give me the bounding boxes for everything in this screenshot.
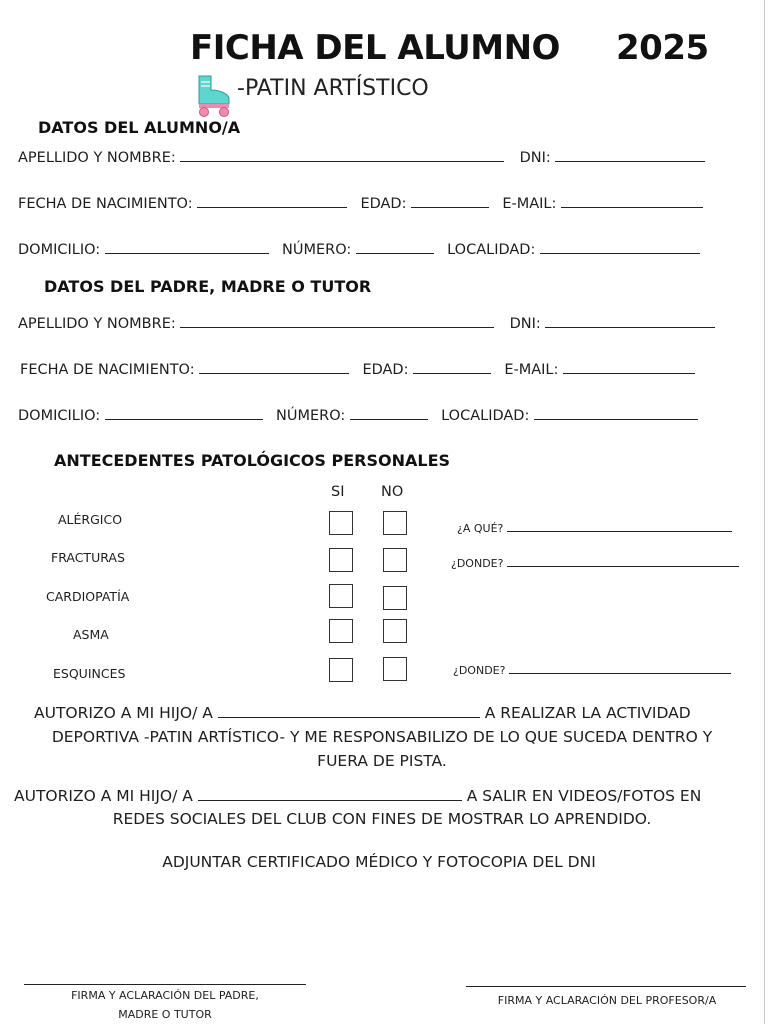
guardian-email-label: E-MAIL:	[504, 362, 559, 378]
allergic-detail-field[interactable]	[507, 518, 732, 532]
activity-child-name-field[interactable]	[218, 704, 480, 718]
guardian-address-field[interactable]	[105, 406, 263, 420]
fractures-detail-row	[451, 553, 739, 570]
parent-signature-label-1: FIRMA Y ACLARACIÓN DEL PADRE,	[71, 989, 259, 1002]
form-year: 2025	[616, 28, 709, 68]
sprains-no-checkbox[interactable]	[383, 657, 407, 681]
guardian-city-label: LOCALIDAD:	[441, 408, 530, 424]
student-city-field[interactable]	[540, 240, 700, 254]
student-dni-label: DNI:	[519, 150, 551, 166]
guardian-number-label: NÚMERO:	[276, 408, 346, 424]
media-authorization-start: AUTORIZO A MI HIJO/ A	[14, 787, 193, 805]
student-name-row	[18, 148, 705, 166]
student-number-label: NÚMERO:	[282, 242, 352, 258]
guardian-dni-field[interactable]	[545, 314, 715, 328]
guardian-birth-row	[20, 360, 695, 378]
activity-authorization-line2: DEPORTIVA -PATIN ARTÍSTICO- Y ME RESPONSABILIZO DE LO QUE SUCEDA DENTRO Y	[51, 728, 713, 746]
sprains-detail-row	[453, 660, 731, 677]
roller-skate-icon	[193, 72, 239, 118]
cardiopathy-yes-checkbox[interactable]	[329, 584, 353, 608]
guardian-age-label: EDAD:	[362, 362, 409, 378]
guardian-address-row	[18, 406, 698, 424]
activity-authorization-start: AUTORIZO A MI HIJO/ A	[34, 704, 213, 722]
asthma-no-checkbox[interactable]	[383, 619, 407, 643]
media-authorization-line2: REDES SOCIALES DEL CLUB CON FINES DE MOSTRAR LO APRENDIDO.	[112, 810, 652, 828]
no-column-header: NO	[381, 484, 404, 500]
allergic-yes-checkbox[interactable]	[329, 511, 353, 535]
allergic-no-checkbox[interactable]	[383, 511, 407, 535]
student-email-field[interactable]	[561, 194, 703, 208]
guardian-birth-field[interactable]	[199, 360, 349, 374]
guardian-dni-label: DNI:	[509, 316, 541, 332]
student-city-label: LOCALIDAD:	[447, 242, 536, 258]
student-age-label: EDAD:	[360, 196, 407, 212]
student-name-label: APELLIDO Y NOMBRE:	[18, 150, 176, 166]
form-subtitle: -PATIN ARTÍSTICO	[237, 76, 429, 101]
teacher-signature-label: FIRMA Y ACLARACIÓN DEL PROFESOR/A	[497, 994, 717, 1007]
student-address-field[interactable]	[105, 240, 269, 254]
sprains-detail-field[interactable]	[509, 660, 731, 674]
media-authorization-line1	[14, 787, 701, 805]
student-name-field[interactable]	[180, 148, 504, 162]
student-birth-label: FECHA DE NACIMIENTO:	[18, 196, 193, 212]
guardian-age-field[interactable]	[413, 360, 491, 374]
condition-label-sprains: ESQUINCES	[53, 666, 126, 681]
student-birth-field[interactable]	[197, 194, 347, 208]
activity-authorization-line1	[34, 704, 691, 722]
asthma-yes-checkbox[interactable]	[329, 619, 353, 643]
media-child-name-field[interactable]	[198, 787, 462, 801]
activity-authorization-line3: FUERA DE PISTA.	[317, 752, 447, 770]
student-address-row	[18, 240, 700, 258]
parent-signature-label-2: MADRE O TUTOR	[118, 1008, 212, 1021]
guardian-name-row	[18, 314, 715, 332]
guardian-city-field[interactable]	[534, 406, 698, 420]
condition-label-asthma: ASMA	[73, 627, 109, 642]
allergic-detail-row	[457, 518, 732, 535]
media-authorization-end: A SALIR EN VIDEOS/FOTOS EN	[466, 787, 702, 805]
condition-label-allergic: ALÉRGICO	[58, 512, 123, 527]
fractures-detail-label: ¿DONDE?	[451, 557, 504, 570]
yes-column-header: SI	[331, 484, 345, 500]
guardian-name-field[interactable]	[180, 314, 494, 328]
guardian-email-field[interactable]	[563, 360, 695, 374]
student-dni-field[interactable]	[555, 148, 705, 162]
student-section-heading: DATOS DEL ALUMNO/A	[38, 118, 241, 137]
form-title: FICHA DEL ALUMNO	[190, 28, 560, 68]
parent-signature-line[interactable]	[24, 984, 306, 985]
guardian-birth-label: FECHA DE NACIMIENTO:	[20, 362, 195, 378]
sprains-detail-label: ¿DONDE?	[453, 664, 506, 677]
fractures-yes-checkbox[interactable]	[329, 548, 353, 572]
condition-label-cardiopathy: CARDIOPATÍA	[46, 589, 130, 604]
cardiopathy-no-checkbox[interactable]	[383, 586, 407, 610]
teacher-signature-line[interactable]	[466, 986, 746, 987]
sprains-yes-checkbox[interactable]	[329, 658, 353, 682]
activity-authorization-end: A REALIZAR LA ACTIVIDAD	[484, 704, 691, 722]
medical-section-heading: ANTECEDENTES PATOLÓGICOS PERSONALES	[54, 451, 451, 470]
attachments-note: ADJUNTAR CERTIFICADO MÉDICO Y FOTOCOPIA DEL DNI	[162, 853, 596, 871]
student-address-label: DOMICILIO:	[18, 242, 101, 258]
guardian-name-label: APELLIDO Y NOMBRE:	[18, 316, 176, 332]
student-email-label: E-MAIL:	[502, 196, 557, 212]
student-birth-row	[18, 194, 703, 212]
student-number-field[interactable]	[356, 240, 434, 254]
student-age-field[interactable]	[411, 194, 489, 208]
allergic-detail-label: ¿A QUÉ?	[457, 522, 504, 535]
guardian-number-field[interactable]	[350, 406, 428, 420]
page-edge	[764, 0, 765, 1024]
guardian-address-label: DOMICILIO:	[18, 408, 101, 424]
fractures-no-checkbox[interactable]	[383, 548, 407, 572]
condition-label-fractures: FRACTURAS	[51, 550, 125, 565]
fractures-detail-field[interactable]	[507, 553, 739, 567]
guardian-section-heading: DATOS DEL PADRE, MADRE O TUTOR	[44, 277, 372, 296]
